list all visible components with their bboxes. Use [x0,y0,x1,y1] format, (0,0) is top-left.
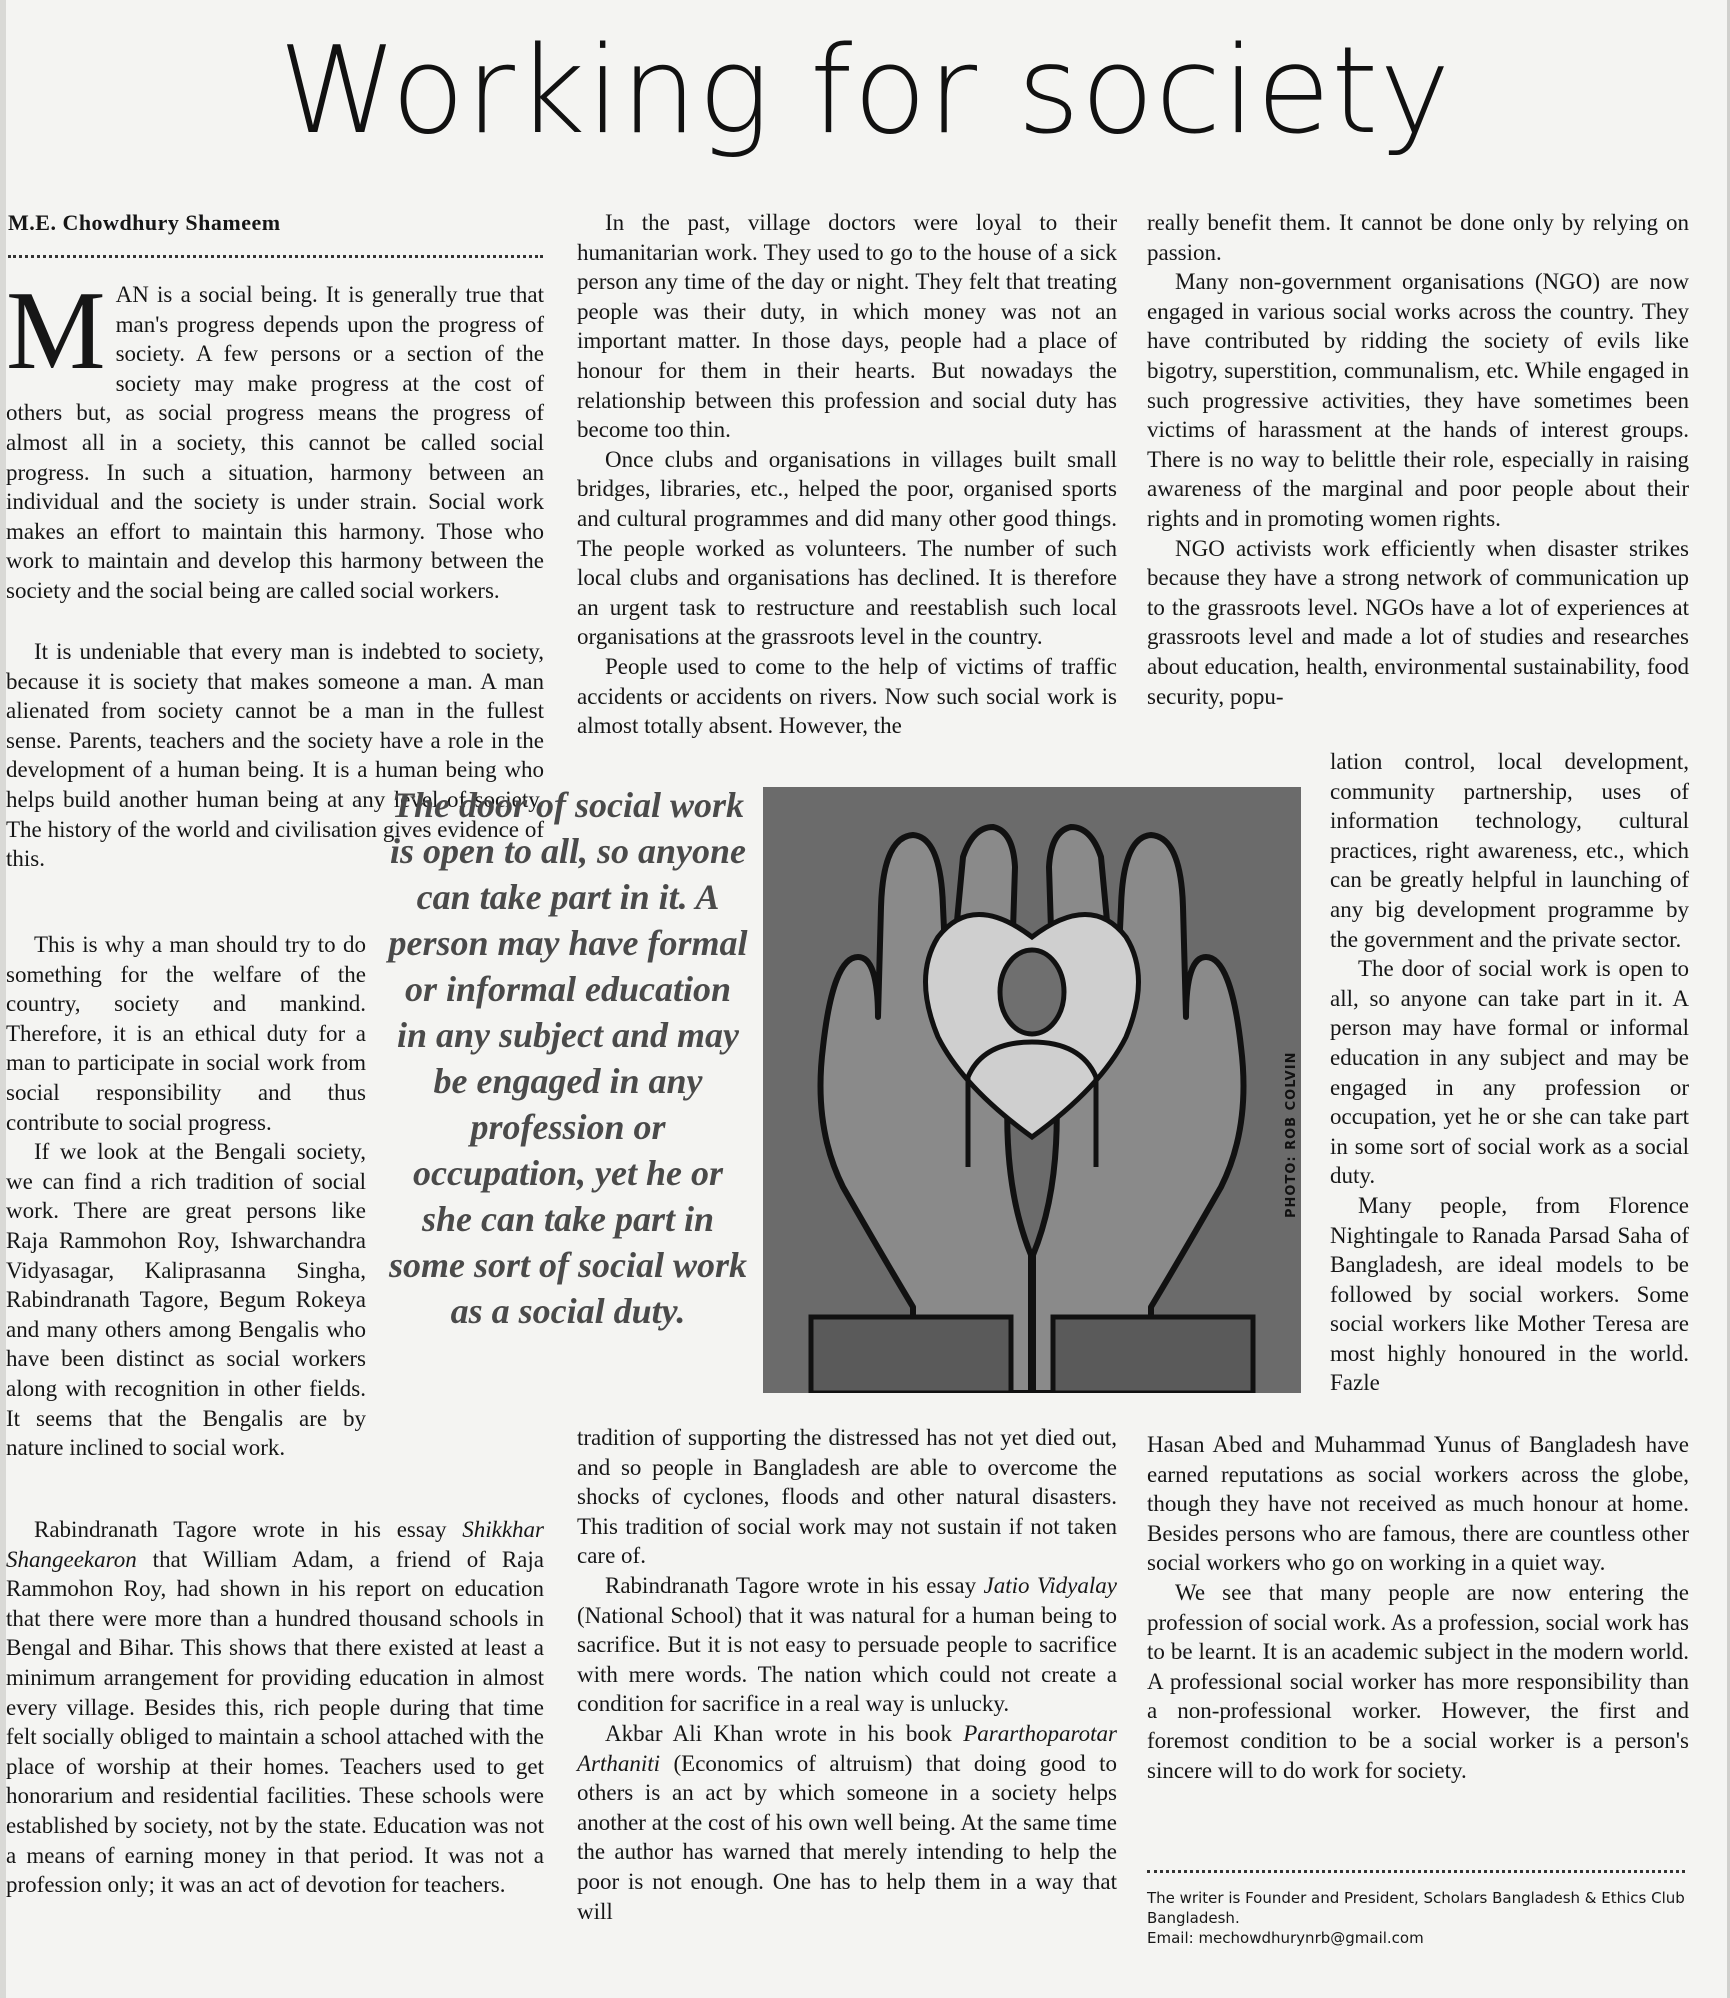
illustration-hands-heart [763,787,1301,1393]
paragraph-8b [577,1423,1117,1571]
paragraph-7 [577,445,1117,652]
author-email[interactable]: Email: mechowdhurynrb@gmail.com [1147,1929,1424,1947]
paragraph-3-text: This is why a man should try to do something for the welfare of the country, society and mankind. Therefore, it is an ethical duty for a man to participate in social work from social responsibility and thus contribute to social progress. [6,932,366,1135]
book-title: Pararthoparotar Arthaniti [577,1720,1117,1776]
paragraph-12b [1330,747,1689,954]
byline: M.E. Chowdhury Shameem [8,210,281,235]
paragraph-12a-text: NGO activists work efficiently when disaster strikes because they have a strong network of communication up to the grassroots level. NGOs have a lot of experiences at grassroots level and made a lot of studies and researches about education, health, environmental sustainability, food security, popu- [1147,535,1689,709]
paragraph-9 [577,1571,1117,1719]
paragraph-10c [1147,208,1689,267]
paragraph-8a [577,652,1117,741]
paragraph-10-text-a: Akbar Ali Khan wrote in his book [605,1720,964,1746]
paragraph-14a [1330,1191,1689,1398]
drop-cap: M [6,269,106,393]
paragraph-8a-text: People used to come to the help of victims of traffic accidents or accidents on rivers. Now such social work is almost totally absent. However, the [577,653,1117,739]
column-3-narrow [1330,747,1689,1398]
byline-divider [8,255,543,258]
column-2-top [577,208,1117,741]
paragraph-14b [1147,1430,1689,1578]
paragraph-10c-text: really benefit them. It cannot be done only by relying on passion. [1147,210,1689,265]
column-3-bottom [1147,1430,1689,1785]
author-note [1147,1888,1707,1948]
column-3-top [1147,208,1689,711]
paragraph-6-text: In the past, village doctors were loyal to their humanitarian work. They used to go to the house of a sick person any time of the day or night. They felt that treating people was their duty, in which money was not an important matter. In those days, people had a place of honour for them in their hearts. But nowadays the relationship between this profession and social duty has become too thin. [577,210,1117,443]
paragraph-9-text-a: Rabindranath Tagore wrote in his essay [605,1572,984,1598]
column-2-bottom [577,1423,1117,1926]
article-title: Working for society [278,22,1452,161]
paragraph-14b-text: Hasan Abed and Muhammad Yunus of Bangladesh have earned reputations as social workers across the globe, though they have not received as much honour at home. Besides persons who are famous, there are countless other social workers who go on working in a quiet way. [1147,1432,1689,1576]
paragraph-8b-text: tradition of supporting the distressed has not yet died out, and so people in Bangladesh are able to overcome the shocks of cyclones, floods and other natural disasters. This tradition of social work may not sustain if not taken care of. [577,1425,1117,1569]
paragraph-10 [577,1719,1117,1926]
paragraph-15 [1147,1578,1689,1785]
paragraph-6 [577,208,1117,445]
footer-divider [1147,1870,1685,1873]
paragraph-11 [1147,267,1689,533]
paragraph-11-text: Many non-government organisations (NGO) are now engaged in various social works across the country. They have contributed by ridding the society of evils like bigotry, superstition, communalism, etc. While engaged in such progressive activities, they have sometimes been victims of harassment at the hands of interest groups. There is no way to belittle their role, especially in raising awareness of the marginal and poor people about their rights and in promoting women rights. [1147,269,1689,531]
paragraph-2-text: It is undeniable that every man is indebted to society, because it is society that makes someone a man. A man alienated from society cannot be a man in the fullest sense. Parents, teachers and the society have a role in the development of a human being. It is a human being who helps build another human being at any level of society. The history of the world and civilisation gives evidence of this. [6,639,544,872]
paragraph-13-text: The door of social work is open to all, so anyone can take part in it. A person may have formal or informal education in any subject and may be engaged in any profession or occupation, yet he or she can take part in some sort of social work as a social duty. [1330,956,1689,1189]
hands-heart-icon [763,787,1301,1393]
column-1-narrow [6,930,366,1463]
pull-quote: The door of social work is open to all, so anyone can take part in it. A person may have formal or informal education in any subject and may be engaged in any profession or occupation, yet he or she can take part in some sort of social work as a social duty. [388,785,748,1331]
photo-credit: PHOTO: ROB COLVIN [1284,1051,1299,1218]
paragraph-5-text-a: Rabindranath Tagore wrote in his essay [34,1517,463,1542]
paragraph-4-text: If we look at the Bengali society, we can find a rich tradition of social work. There are great persons like Raja Rammohon Roy, Ishwarchandra Vidyasagar, Kaliprasanna Singha, Rabindranath Tagore, Begum Rokeya and many others among Bengalis who have been distinct as social workers along with recognition in other fields. It seems that the Bengalis are by nature inclined to social work. [6,1139,366,1461]
paragraph-14a-text: Many people, from Florence Nightingale to Ranada Parsad Saha of Bangladesh, are ideal models to be followed by social workers. Some social workers like Mother Teresa are most highly honoured in the world. Fazle [1330,1192,1689,1396]
paragraph-9-text-b: (National School) that it was natural for a human being to sacrifice. But it is not easy to persuade people to sacrifice with mere words. The nation which could not create a condition for sacrifice in a real way is unlucky. [577,1602,1117,1717]
paragraph-3 [6,930,366,1137]
paragraph-intro [6,269,544,606]
paragraph-7-text: Once clubs and organisations in villages built small bridges, libraries, etc., helped the poor, organised sports and cultural programmes and did many other good things. The people worked as volunteers. The number of such local clubs and organisations has declined. It is therefore an urgent task to restructure and reestablish such local organisations at the grassroots level in the country. [577,446,1117,650]
paragraph-4 [6,1137,366,1463]
paragraph-13 [1330,954,1689,1191]
paragraph-15-text: We see that many people are now entering the profession of social work. As a profession, social work has to be learnt. It is an academic subject in the modern world. A professional social worker has more responsibility than a non-professional worker. However, the first and foremost condition to be a social worker is a person's sincere will to do work for society. [1147,1579,1689,1783]
paragraph-5 [6,1515,544,1900]
column-1-top [6,269,544,606]
paragraph-12a [1147,534,1689,712]
author-bio: The writer is Founder and President, Scholars Bangladesh & Ethics Club Bangladesh. [1147,1889,1685,1927]
essay-title-shikkhar: Shikkhar Shangeekaron [6,1517,544,1572]
column-1-bottom [6,1515,544,1900]
paragraph-12b-text: lation control, local development, community partnership, uses of information technology, cultural practices, right awareness, etc., which can be greatly helpful in launching of any big development programme by the government and the private sector. [1330,749,1689,952]
paragraph-intro-text: AN is a social being. It is generally true that man's progress depends upon the progress of society. A few persons or a section of the society may make progress at the cost of others but, as social progress means the progress of almost all in a society, this cannot be called social progress. In such a situation, harmony between an individual and the society is under strain. Social work makes an effort to maintain this harmony. Those who work to maintain and develop this harmony between the society and the social being are called social workers. [6,282,544,603]
paragraph-10-text-b: (Economics of altruism) that doing good to others is an act by which someone in a society helps another at the cost of his own well being. At the same time the author has warned that merely intending to help the poor is not enough. One has to help them in a way that will [577,1750,1117,1924]
paragraph-5-text-b: that William Adam, a friend of Raja Rammohon Roy, had shown in his report on education that there were more than a hundred thousand schools in Bengal and Bihar. This shows that there existed at least a minimum arrangement for providing education in almost every village. Besides this, rich people during that time felt socially obliged to maintain a school attached with the place of worship at their homes. Teachers used to get honorarium and residential facilities. These schools were established by society, not by the state. Education was not a means of earning money in that period. It was not a profession only; it was an act of devotion for teachers. [6,1546,544,1898]
essay-title-jatio: Jatio Vidyalay [983,1572,1117,1598]
